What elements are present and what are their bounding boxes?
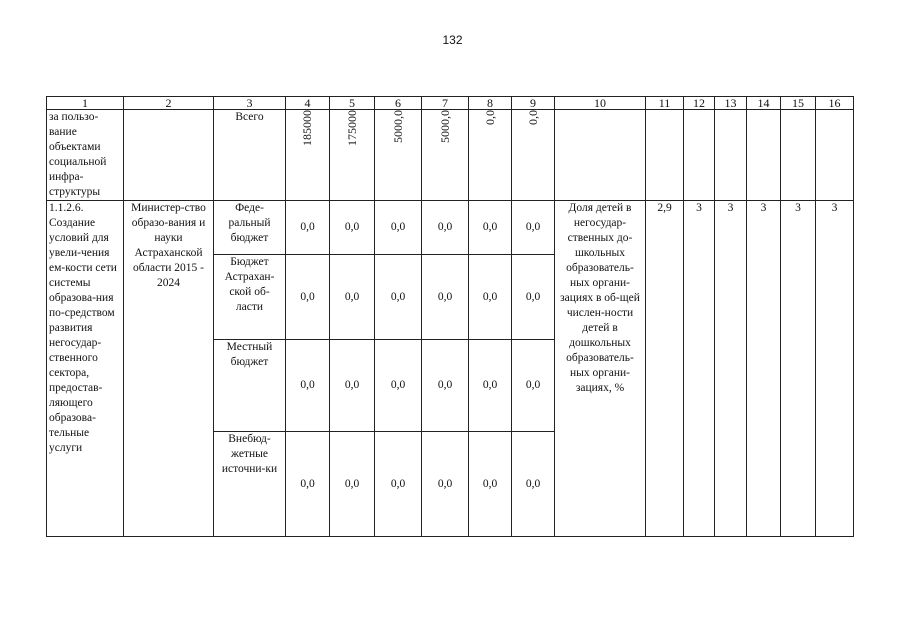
total-value: 0,0 — [469, 110, 512, 201]
amount-cell: 0,0 — [375, 340, 422, 432]
empty-cell — [816, 110, 854, 201]
column-number: 16 — [816, 97, 854, 110]
column-number: 4 — [286, 97, 330, 110]
source-total: Всего — [214, 110, 286, 201]
target-value: 2,9 — [646, 201, 684, 537]
amount-cell: 0,0 — [422, 201, 469, 255]
funding-source: Местный бюджет — [214, 340, 286, 432]
amount-cell: 0,0 — [469, 432, 512, 537]
target-value: 3 — [684, 201, 715, 537]
amount-cell: 0,0 — [469, 255, 512, 340]
column-number: 14 — [747, 97, 781, 110]
empty-cell — [555, 110, 646, 201]
amount-cell: 0,0 — [375, 201, 422, 255]
total-value: 5000,0 — [375, 110, 422, 201]
target-value: 3 — [747, 201, 781, 537]
column-number: 6 — [375, 97, 422, 110]
amount-cell: 0,0 — [330, 340, 375, 432]
column-number: 11 — [646, 97, 684, 110]
amount-cell: 0,0 — [469, 201, 512, 255]
funding-source: Бюджет Астрахан-ской об-ласти — [214, 255, 286, 340]
funding-source: Феде-ральный бюджет — [214, 201, 286, 255]
continuation-row — [47, 110, 854, 201]
column-number: 5 — [330, 97, 375, 110]
empty-cell — [781, 110, 816, 201]
amount-cell: 0,0 — [422, 432, 469, 537]
column-number-row — [47, 97, 854, 110]
column-number: 13 — [715, 97, 747, 110]
empty-cell — [715, 110, 747, 201]
continued-measure-name: за пользо-вание объектами социальной инфра-структуры — [47, 110, 124, 201]
empty-cell — [747, 110, 781, 201]
column-number: 9 — [512, 97, 555, 110]
page-number: 132 — [442, 33, 463, 47]
total-value: 5000,0 — [422, 110, 469, 201]
total-value: 185000 — [286, 110, 330, 201]
amount-cell: 0,0 — [330, 201, 375, 255]
indicator-description: Доля детей в негосудар-ственных до-школьных образователь-ных органи-зациях в об-щей числен-ности детей в дошкольных образователь-ных органи-зациях, % — [555, 201, 646, 537]
empty-cell — [646, 110, 684, 201]
column-number: 15 — [781, 97, 816, 110]
program-table — [46, 96, 854, 537]
column-number: 8 — [469, 97, 512, 110]
measure-name: 1.1.2.6. Создание условий для увели-чения ем-кости сети системы образова-ния по-средством развития негосудар-ственного сектора, предостав-ляющего образова-тельные услуги — [47, 201, 124, 537]
target-value: 3 — [781, 201, 816, 537]
column-number: 2 — [124, 97, 214, 110]
amount-cell: 0,0 — [330, 432, 375, 537]
amount-cell: 0,0 — [286, 201, 330, 255]
amount-cell: 0,0 — [330, 255, 375, 340]
column-number: 12 — [684, 97, 715, 110]
amount-cell: 0,0 — [512, 255, 555, 340]
amount-cell: 0,0 — [375, 255, 422, 340]
column-number: 7 — [422, 97, 469, 110]
amount-cell: 0,0 — [286, 432, 330, 537]
amount-cell: 0,0 — [512, 340, 555, 432]
total-value: 0,0 — [512, 110, 555, 201]
source-row-federal — [47, 201, 854, 255]
amount-cell: 0,0 — [512, 201, 555, 255]
empty-cell — [684, 110, 715, 201]
amount-cell: 0,0 — [422, 255, 469, 340]
amount-cell: 0,0 — [422, 340, 469, 432]
column-number: 10 — [555, 97, 646, 110]
executor-and-period: Министер-ство образо-вания и науки Астраханской области 2015 - 2024 — [124, 201, 214, 537]
column-number: 3 — [214, 97, 286, 110]
amount-cell: 0,0 — [469, 340, 512, 432]
amount-cell: 0,0 — [286, 255, 330, 340]
amount-cell: 0,0 — [375, 432, 422, 537]
amount-cell: 0,0 — [512, 432, 555, 537]
empty-cell — [124, 110, 214, 201]
total-value: 175000 — [330, 110, 375, 201]
funding-source: Внебюд-жетные источни-ки — [214, 432, 286, 537]
column-number: 1 — [47, 97, 124, 110]
target-value: 3 — [715, 201, 747, 537]
amount-cell: 0,0 — [286, 340, 330, 432]
target-value: 3 — [816, 201, 854, 537]
